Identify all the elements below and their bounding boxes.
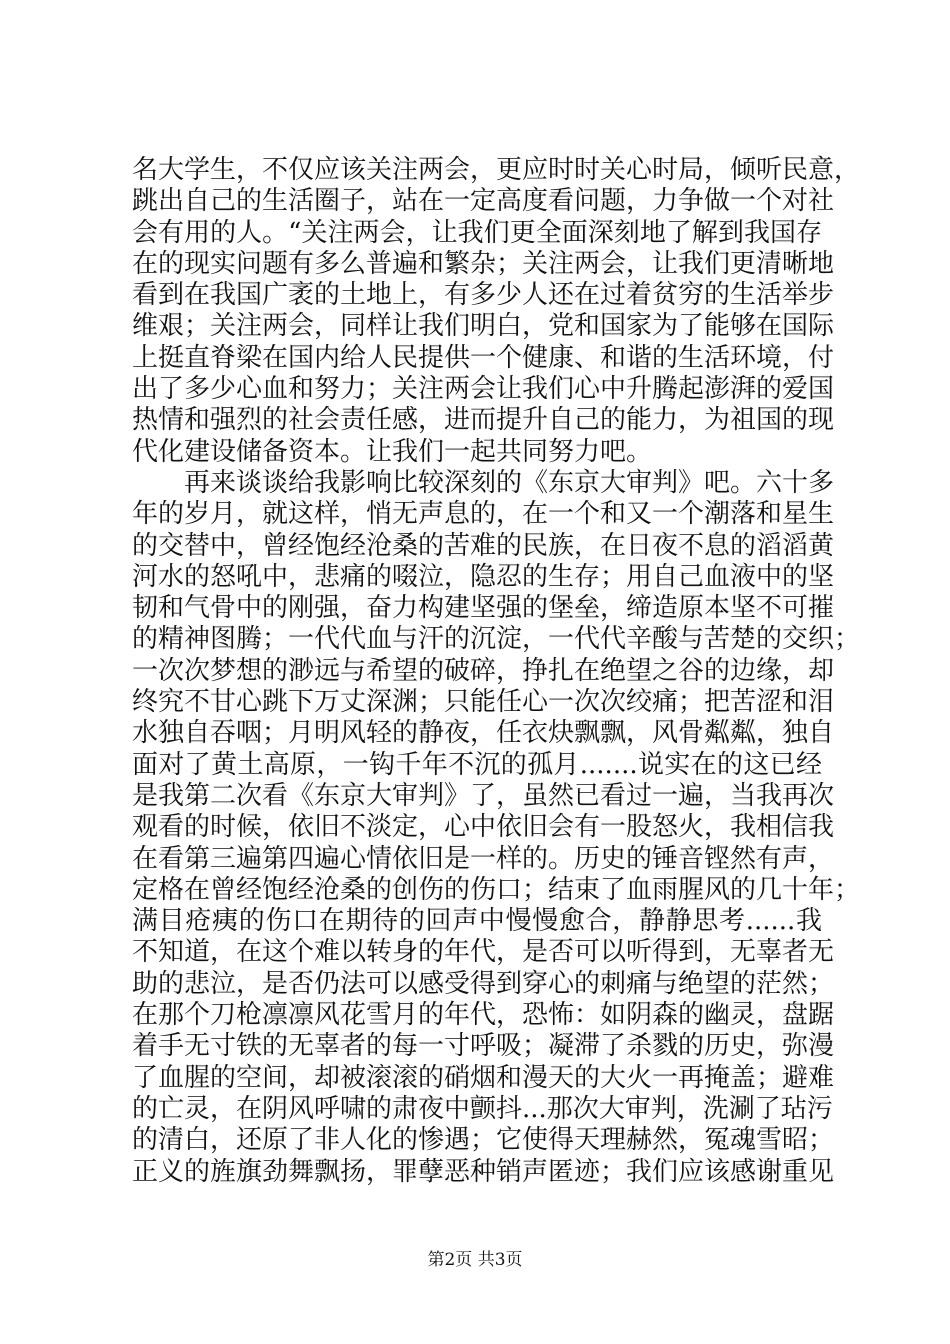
text-line: 一次次梦想的渺远与希望的破碎，挣扎在绝望之谷的边缘，却 (132, 655, 835, 686)
text-line: 维艰；关注两会，同样让我们明白，党和国家为了能够在国际 (132, 311, 835, 342)
text-line: 的亡灵，在阴风呼啸的肃夜中颤抖...那次大审判，洗涮了玷污 (132, 1093, 833, 1124)
text-line: 河水的怒吼中，悲痛的啜泣，隐忍的生存；用自己血液中的坚 (132, 561, 835, 592)
text-line: 在看第三遍第四遍心情依旧是一样的。历史的锤音铿然有声， (132, 843, 835, 874)
text-line: 的精神图腾；一代代血与汗的沉淀，一代代辛酸与苦楚的交织； (132, 624, 861, 655)
text-line: 在的现实问题有多么普遍和繁杂；关注两会，让我们更清晰地 (132, 248, 835, 279)
paragraph (132, 155, 861, 468)
page-footer: 第2页 共3页 (427, 1250, 523, 1270)
text-line: 上挺直脊梁在国内给人民提供一个健康、和谐的生活环境，付 (132, 342, 835, 373)
text-line: 再来谈谈给我影响比较深刻的《东京大审判》吧。六十多 (184, 467, 835, 498)
text-line: 面对了黄土高原，一钩千年不沉的孤月.......说实在的这已经 (132, 749, 822, 780)
paragraph (132, 467, 861, 1188)
text-line: 跳出自己的生活圈子，站在一定高度看问题，力争做一个对社 (132, 186, 835, 217)
text-line: 了血腥的空间，却被滚滚的硝烟和漫天的大火一再掩盖；避难 (132, 1062, 835, 1093)
text-line: 名大学生，不仅应该关注两会，更应时时关心时局，倾听民意， (132, 155, 861, 185)
text-line: 的交替中，曾经饱经沧桑的苦难的民族，在日夜不息的滔滔黄 (132, 530, 835, 561)
text-line: 代化建设储备资本。让我们一起共同努力吧。 (132, 436, 653, 467)
text-line: 年的岁月，就这样，悄无声息的，在一个和又一个潮落和星生 (132, 499, 835, 530)
text-line: 助的悲泣，是否仍法可以感受得到穿心的刺痛与绝望的茫然； (132, 968, 835, 999)
text-line: 观看的时候，依旧不淡定，心中依旧会有一股怒火，我相信我 (132, 812, 835, 843)
text-line: 着手无寸铁的无辜者的每一寸呼吸；凝滞了杀戮的历史，弥漫 (132, 1031, 835, 1062)
text-line: 会有用的人。“关注两会，让我们更全面深刻地了解到我国存 (132, 217, 822, 248)
text-line: 看到在我国广袤的土地上，有多少人还在过着贫穷的生活举步 (132, 280, 835, 311)
text-line: 热情和强烈的社会责任感，进而提升自己的能力，为祖国的现 (132, 405, 835, 436)
text-line: 出了多少心血和努力；关注两会让我们心中升腾起澎湃的爱国 (132, 374, 835, 405)
text-line: 韧和气骨中的刚强，奋力构建坚强的堡垒，缔造原本坚不可摧 (132, 593, 835, 624)
text-line: 正义的旌旗劲舞飘扬，罪孽恶种销声匿迹；我们应该感谢重见 (132, 1156, 835, 1187)
text-line: 不知道，在这个难以转身的年代，是否可以听得到，无辜者无 (132, 937, 835, 968)
text-line: 满目疮痍的伤口在期待的回声中慢慢愈合，静静思考......我 (132, 906, 822, 937)
text-line: 是我第二次看《东京大审判》了，虽然已看过一遍，当我再次 (132, 780, 835, 811)
text-line: 的清白，还原了非人化的惨遇；它使得天理赫然，冤魂雪昭； (132, 1125, 835, 1156)
text-line: 在那个刀枪凛凛风花雪月的年代，恐怖：如阴森的幽灵，盘踞 (132, 1000, 835, 1031)
text-line: 终究不甘心跳下万丈深渊；只能任心一次次绞痛；把苦涩和泪 (132, 687, 835, 718)
text-line: 定格在曾经饱经沧桑的创伤的伤口；结束了血雨腥风的几十年； (132, 874, 861, 905)
body-text (132, 155, 861, 1188)
text-line: 水独自吞咽；月明风轻的静夜，任衣炔飘飘，风骨粼粼，独自 (132, 718, 835, 749)
